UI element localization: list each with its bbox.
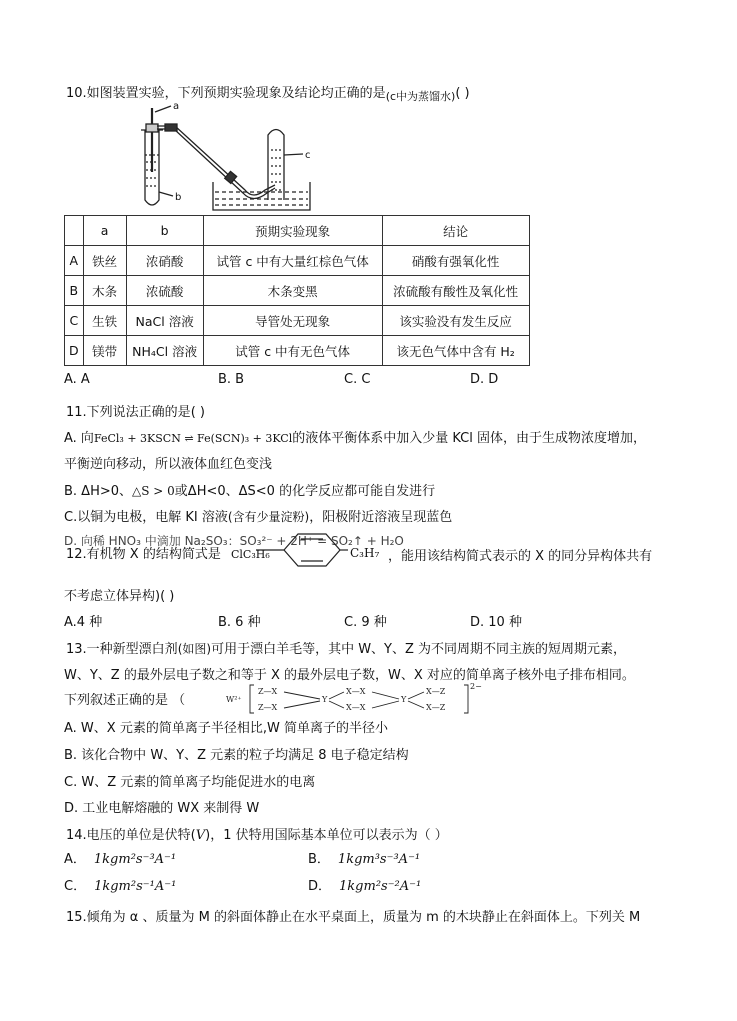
q15-stem: 15.倾角为 α 、质量为 M 的斜面体静止在水平桌面上，质量为 m 的木块静止在斜面体上。下列关 M [66,910,641,925]
q13-structure-formula [226,682,486,716]
q12-left-group: ClC₃H₆ [231,548,270,561]
svg-text:X—X: X—X [346,687,366,696]
q11-stem: 11.下列说法正确的是( ) [66,405,205,420]
q11-option-a-cont: 平衡逆向移动，所以液体血红色变浅 [64,457,273,472]
svg-text:Z—X: Z—X [258,687,278,696]
q11-option-c[interactable]: C.以铜为电极，电解 KI 溶液(含有少量淀粉)，阳极附近溶液呈现蓝色 [64,510,453,525]
q13-option-c[interactable]: C. W、Z 元素的简单离子均能促进水的电离 [64,775,316,790]
svg-text:X—X: X—X [346,703,366,712]
q13-option-a[interactable]: A. W、X 元素的简单离子半径相比,W 简单离子的半径小 [64,721,388,736]
q14-stem: 14.电压的单位是伏特(V)，1 伏特用国际基本单位可以表示为（ ） [66,828,448,843]
q10-stem: 10.如图装置实验，下列预期实验现象及结论均正确的是$_{(c中为蒸馏水)}$( ) [66,86,470,103]
q13-option-b[interactable]: B. 该化合物中 W、Y、Z 元素的粒子均满足 8 电子稳定结构 [64,748,409,763]
svg-text:Y: Y [322,695,328,704]
label-c: c [305,150,311,161]
q12-stem: 12.有机物 X 的结构简式是 ClC₃H₆ [66,547,270,562]
q12-right-group: C₃H₇ [350,546,380,560]
table-row: D 镁带 NH₄Cl 溶液 试管 c 中有无色气体 该无色气体中含有 H₂ [65,336,530,366]
svg-text:W²⁺: W²⁺ [226,695,242,704]
q13-line1: 13.一种新型漂白剂(如图)可用于漂白羊毛等，其中 W、Y、Z 为不同周期不同主族的短周期元素， [66,642,627,657]
table-header-row: a b 预期实验现象 结论 [65,216,530,246]
q14-option-a[interactable]: A． 1kgm²s⁻³A⁻¹ [64,852,177,867]
q11-option-a[interactable]: A. 向FeCl₃ + 3KSCN ⇌ Fe(SCN)₃ + 3KCl的液体平衡体系中加入少量 KCl 固体，由于生成物浓度增加， [64,431,646,446]
q10-option-c[interactable]: C. C [344,372,371,387]
q12-option-d[interactable]: D. 10 种 [470,615,522,630]
q12-option-c[interactable]: C. 9 种 [344,615,387,630]
q11-option-b[interactable]: B. ΔH>0、△S > 0或ΔH<0、ΔS<0 的化学反应都可能自发进行 [64,484,436,499]
svg-text:Y: Y [401,695,407,704]
q12-tail: ，能用该结构简式表示的 X 的同分异构体共有 [388,549,653,564]
q14-option-c[interactable]: C． 1kgm²s⁻¹A⁻¹ [64,879,177,894]
q10-option-b[interactable]: B. B [218,372,245,387]
q10-table [64,215,530,366]
q13-option-d[interactable]: D. 工业电解熔融的 WX 来制得 W [64,801,260,816]
label-a: a [173,101,180,112]
svg-text:2−: 2− [470,682,482,691]
table-row: B 木条 浓硫酸 木条变黑 浓硫酸有酸性及氧化性 [65,276,530,306]
q10-option-a[interactable]: A. A [64,372,90,387]
q13-line2: W、Y、Z 的最外层电子数之和等于 X 的最外层电子数，W、X 对应的简单离子核外电子排布相同。 [64,668,635,683]
label-b: b [175,192,182,203]
svg-text:Z—X: Z—X [258,703,278,712]
q12-line2: 不考虑立体异构)( ) [64,589,175,604]
q10-option-d[interactable]: D. D [470,372,499,387]
apparatus-diagram [135,100,335,215]
svg-text:X—Z: X—Z [426,687,446,696]
q13-line3: 下列叙述正确的是 （ [64,693,186,708]
table-row: C 生铁 NaCl 溶液 导管处无现象 该实验没有发生反应 [65,306,530,336]
table-row: A 铁丝 浓硝酸 试管 c 中有大量红棕色气体 硝酸有强氧化性 [65,246,530,276]
q11-option-d[interactable]: D. 向稀 HNO₃ 中滴加 Na₂SO₃：SO₃²⁻ + 2H⁺ = SO₂↑ + H₂O [64,534,404,548]
q12-option-b[interactable]: B. 6 种 [218,615,261,630]
q14-option-d[interactable]: D． 1kgm²s⁻²A⁻¹ [308,879,422,894]
svg-text:X—Z: X—Z [426,703,446,712]
q12-option-a[interactable]: A.4 种 [64,615,103,630]
q14-option-b[interactable]: B． 1kgm³s⁻³A⁻¹ [308,852,421,867]
